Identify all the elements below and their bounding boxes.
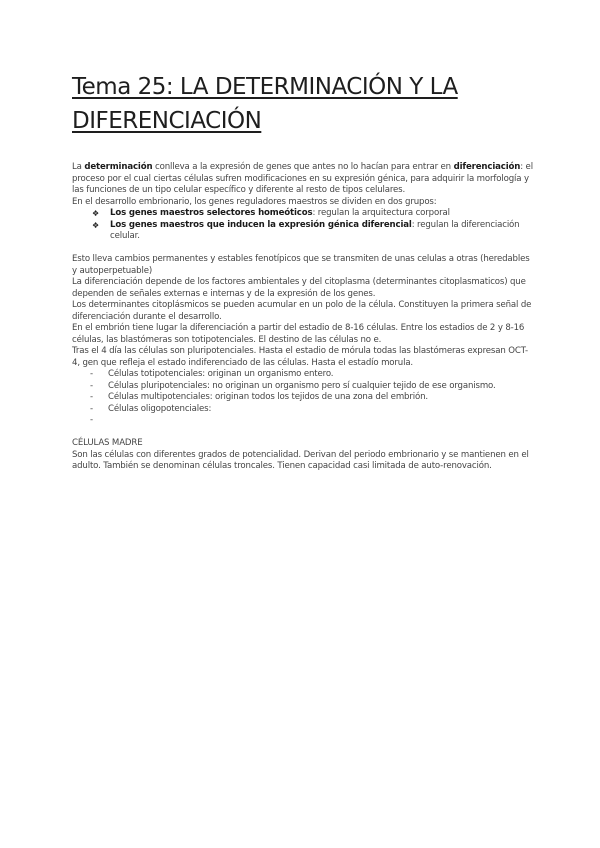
list-item (72, 404, 534, 416)
diamond-bullet-icon: ❖ (92, 220, 100, 230)
diamond-bullet-icon: ❖ (92, 209, 100, 218)
paragraph: En el embrión tiene lugar la diferenciación a partir del estadio de 8-16 células. Entre los estadios de 2 y 8-16 células, las blastómeras son totipotenciales. El destino de las células no e. (72, 323, 525, 345)
intro-paragraph-2: En el desarrollo embrionario, los genes reguladores maestros se dividen en dos grupos: (72, 196, 437, 207)
paragraph: La diferenciación depende de los factores ambientales y del citoplasma (determinantes citoplasmaticos) que dependen de señales externas e internas y de la expresión de los genes. (72, 277, 526, 299)
list-item-text (108, 415, 111, 425)
spacer (72, 427, 534, 439)
document-body (72, 162, 534, 473)
paragraph: Son las células con diferentes grados de potencialidad. Derivan del periodo embrionario y se mantienen en el adulto. También se denominan células troncales. Tienen capacidad casi limitada de auto-renovación. (72, 449, 529, 471)
paragraph: Esto lleva cambios permanentes y estables fenotípicos que se transmiten de unas celulas a otras (heredables y autoperpetuable) (72, 254, 530, 276)
gene-groups-list (72, 208, 534, 243)
paragraph: Tras el 4 día las células son pluripotenciales. Hasta el estadio de mórula todas las blastómeras expresan OCT-4, gen que refleja el estado indiferenciado de las células. Hasta el estadío morula. (72, 346, 528, 368)
list-item-text: Células multipotenciales: originan todos los tejidos de una zona del embrión. (108, 392, 428, 402)
section-heading: CÉLULAS MADRE (72, 438, 143, 448)
dash-bullet-icon: - (90, 415, 93, 425)
list-item-desc: : regulan la diferenciación celular. (110, 219, 520, 241)
cell-types-list (72, 369, 534, 427)
list-item-term: Los genes maestros selectores homeóticos (110, 208, 313, 218)
list-item-term: Los genes maestros que inducen la expresión génica diferencial (110, 219, 412, 230)
list-item (72, 369, 534, 381)
list-item (72, 220, 534, 243)
dash-bullet-icon: - (90, 369, 93, 379)
intro-text: La (72, 162, 85, 172)
list-item (72, 392, 534, 404)
dash-bullet-icon: - (90, 403, 93, 414)
intro-text: : el proceso por el cual ciertas células sufren modificaciones en su expresión génica, para adquirir la morfología y las funciones de un tipo celular específico y diferente al resto de tipos celulares. (72, 162, 533, 195)
term-determinacion: determinación (84, 162, 153, 172)
intro-paragraph (72, 162, 534, 197)
spacer (72, 243, 534, 255)
list-item (72, 208, 534, 220)
list-item-text: Células oligopotenciales: (108, 403, 212, 414)
term-diferenciacion: diferenciación (453, 162, 521, 172)
dash-bullet-icon: - (90, 380, 93, 391)
intro-text: conlleva a la expresión de genes que antes no lo hacían para entrar en (152, 162, 454, 172)
paragraph: Los determinantes citoplásmicos se pueden acumular en un polo de la célula. Constituyen la primera señal de diferenciación durante el desarrollo. (72, 300, 532, 322)
list-item (72, 415, 534, 427)
list-item (72, 381, 534, 393)
dash-bullet-icon: - (90, 392, 93, 402)
list-item-text: Células pluripotenciales: no originan un organismo pero sí cualquier tejido de ese organismo. (108, 380, 496, 391)
list-item-text: Células totipotenciales: originan un organismo entero. (108, 369, 334, 379)
list-item-desc: : regulan la arquitectura corporal (312, 208, 450, 218)
page-title: Tema 25: LA DETERMINACIÓN Y LA DIFERENCIACIÓN (72, 74, 458, 134)
